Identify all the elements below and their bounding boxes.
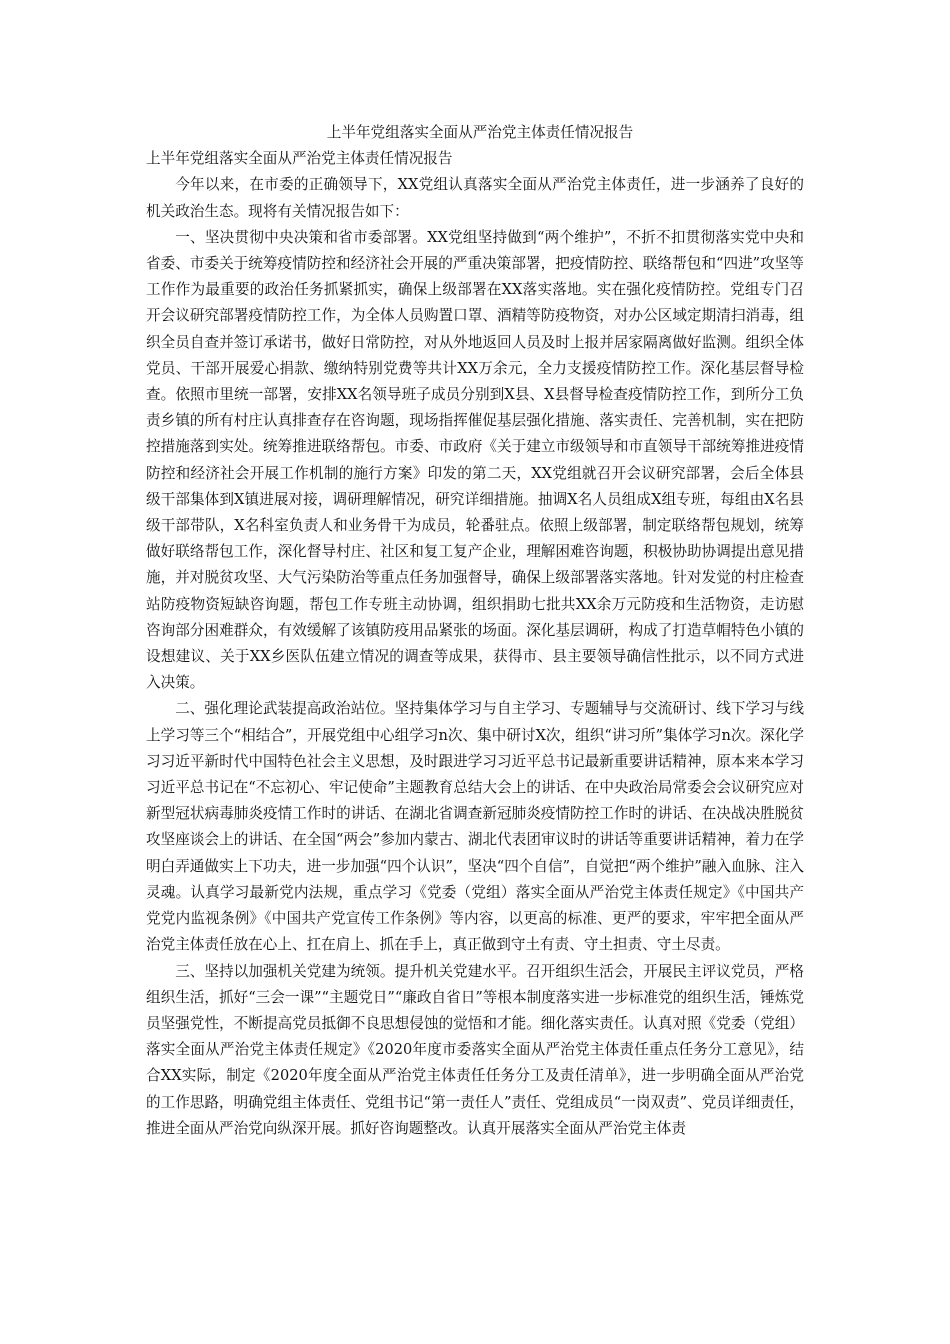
paragraph-intro: 今年以来，在市委的正确领导下，XX党组认真落实全面从严治党主体责任，进一步涵养了良好的机关政治生态。现将有关情况报告如下： bbox=[146, 176, 804, 220]
document-subtitle: 上半年党组落实全面从严治党主体责任情况报告 bbox=[146, 150, 453, 168]
paragraph-section-1: 一、坚决贯彻中央决策和省市委部署。XX党组坚持做到“两个维护”，不折不扣贯彻落实党中央和省委、市委关于统筹疫情防控和经济社会开展的严重决策部署，把疫情防控、联络帮包和“四进”攻坚等工作作为最重要的政治任务抓紧抓实，确保上级部署在XX落实落地。实在强化疫情防控。党组专门召开会议研究部署疫情防控工作，为全体人员购置口罩、酒精等防疫物资，对办公区域定期清扫消毒，组织全员自查并签订承诺书，做好日常防控，对从外地返回人员及时上报并居家隔离做好监测。组织全体党员、干部开展爱心捐款、缴纳特别党费等共计XX万余元，全力支援疫情防控工作。深化基层督导检查。依照市里统一部署，安排XX名领导班子成员分别到X县、X县督导检查疫情防控工作，到所分工负责乡镇的所有村庄认真排查存在咨询题，现场指挥催促基层强化措施、落实责任、完善机制，实在把防控措施落到实处。统筹推进联络帮包。市委、市政府《关于建立市级领导和市直领导干部统筹推进疫情防控和经济社会开展工作机制的施行方案》印发的第二天，XX党组就召开会议研究部署，会后全体县级干部集体到X镇进展对接，调研理解情况，研究详细措施。抽调X名人员组成X组专班，每组由X名县级干部带队，X名科室负责人和业务骨干为成员，轮番驻点。依照上级部署，制定联络帮包规划，统筹做好联络帮包工作，深化督导村庄、社区和复工复产企业，理解困难咨询题，积极协助协调提出意见措施，并对脱贫攻坚、大气污染防治等重点任务加强督导，确保上级部署落实落地。针对发觉的村庄检查站防疫物资短缺咨询题，帮包工作专班主动协调，组织捐助七批共XX余万元防疫和生活物资，走访慰咨询部分困难群众，有效缓解了该镇防疫用品紧张的场面。深化基层调研，构成了打造草帽特色小镇的设想建议、关于XX乡医队伍建立情况的调查等成果，获得市、县主要领导确信性批示，以不同方式进入决策。 bbox=[146, 228, 804, 692]
paragraph-section-2: 二、强化理论武装提高政治站位。坚持集体学习与自主学习、专题辅导与交流研讨、线下学习与线上学习等三个“相结合”，开展党组中心组学习n次、集中研讨X次，组织“讲习所”集体学习n次。深化学习习近平新时代中国特色社会主义思想，及时跟进学习习近平总书记最新重要讲话精神，原本来本学习习近平总书记在“不忘初心、牢记使命”主题教育总结大会上的讲话、在中央政治局常委会会议研究应对新型冠状病毒肺炎疫情工作时的讲话、在湖北省调查新冠肺炎疫情防控工作时的讲话、在决战决胜脱贫攻坚座谈会上的讲话、在全国“两会”参加内蒙古、湖北代表团审议时的讲话等重要讲话精神，着力在学明白弄通做实上下功夫，进一步加强“四个认识”，坚决“四个自信”，自觉把“两个维护”融入血脉、注入灵魂。认真学习最新党内法规，重点学习《党委（党组）落实全面从严治党主体责任规定》《中国共产党党内监视条例》《中国共产党宣传工作条例》等内容，以更高的标准、更严的要求，牢牢把全面从严治党主体责任放在心上、扛在肩上、抓在手上，真正做到守土有责、守土担责、守土尽责。 bbox=[146, 700, 804, 954]
paragraph-section-3: 三、坚持以加强机关党建为统领。提升机关党建水平。召开组织生活会，开展民主评议党员，严格组织生活，抓好“三会一课”“主题党日”“廉政自省日”等根本制度落实进一步标准党的组织生活，锤炼党员坚强党性，不断提高党员抵御不良思想侵蚀的觉悟和才能。细化落实责任。认真对照《党委（党组）落实全面从严治党主体责任规定》《2020年度市委落实全面从严治党主体责任重点任务分工意见》，结合XX实际，制定《2020年度全面从严治党主体责任任务分工及责任清单》，进一步明确全面从严治党的工作思路，明确党组主体责任、党组书记“第一责任人”责任、党组成员“一岗双责”、党员详细责任，推进全面从严治党向纵深开展。抓好咨询题整改。认真开展落实全面从严治党主体责 bbox=[146, 962, 804, 1137]
document-page bbox=[146, 120, 804, 1142]
document-title: 上半年党组落实全面从严治党主体责任情况报告 bbox=[326, 124, 634, 141]
